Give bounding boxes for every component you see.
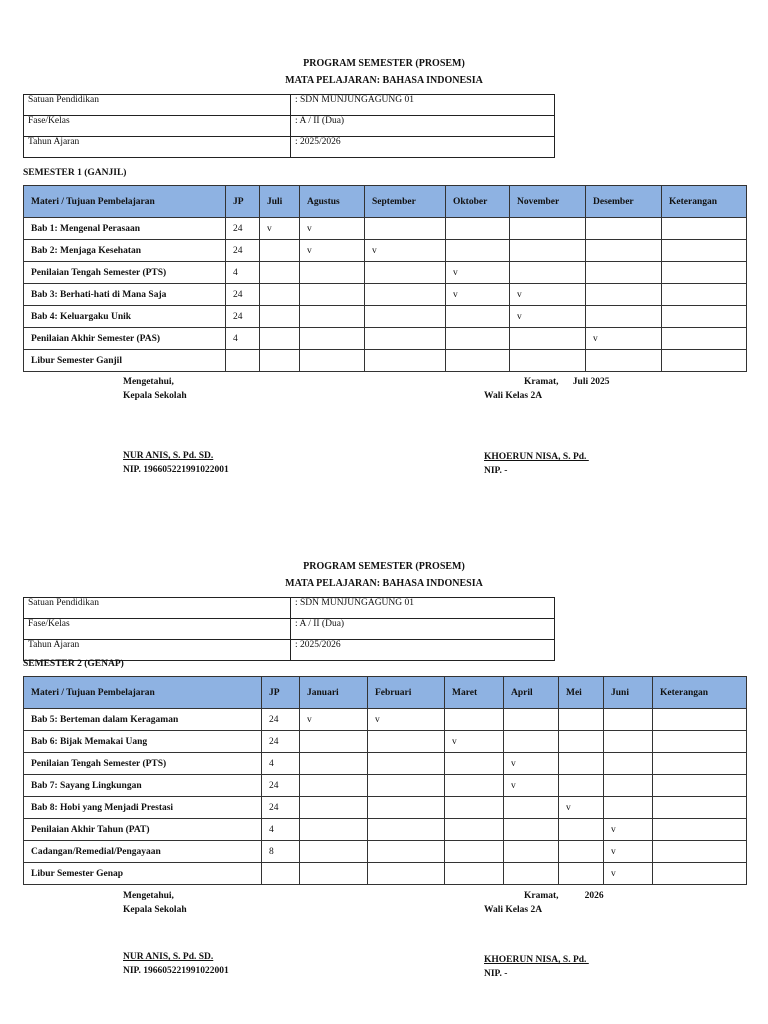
row-jp: 4 [262,753,300,775]
doc2-teacher-name: KHOERUN NISA, S. Pd. [484,955,589,965]
info-row [24,619,555,640]
doc1-schedule-table [23,185,747,372]
row-cell [604,731,653,753]
row-topic: Bab 4: Keluargaku Unik [24,306,226,328]
row-topic: Libur Semester Ganjil [24,350,226,372]
column-header: Mei [559,677,604,709]
row-cell [662,218,747,240]
row-cell: v [604,863,653,885]
row-jp: 8 [262,841,300,863]
row-topic: Bab 6: Bijak Memakai Uang [24,731,262,753]
row-jp: 24 [262,797,300,819]
info-value: : SDN MUNJUNGAGUNG 01 [291,95,555,116]
info-value: : 2025/2026 [291,137,555,158]
row-cell [445,797,504,819]
row-cell: v [300,709,368,731]
table-row [24,262,747,284]
column-header: November [510,186,586,218]
row-cell [559,753,604,775]
row-topic: Bab 7: Sayang Lingkungan [24,775,262,797]
row-cell [604,797,653,819]
row-cell [260,284,300,306]
column-header: Materi / Tujuan Pembelajaran [24,677,262,709]
row-topic: Penilaian Akhir Semester (PAS) [24,328,226,350]
row-cell [510,350,586,372]
column-header: Keterangan [662,186,747,218]
row-cell [504,819,559,841]
row-cell [300,797,368,819]
row-cell [260,262,300,284]
table-row [24,841,747,863]
row-cell [653,753,747,775]
row-cell [260,240,300,262]
doc1-subtitle: MATA PELAJARAN: BAHASA INDONESIA [285,75,483,86]
doc2-sign-left-line2: Kepala Sekolah [123,905,187,915]
doc1-title: PROGRAM SEMESTER (PROSEM) [303,58,465,69]
row-cell [446,328,510,350]
row-cell [504,841,559,863]
row-cell: v [446,262,510,284]
row-jp: 24 [262,731,300,753]
row-cell [653,709,747,731]
info-value: : 2025/2026 [291,640,555,661]
row-cell [445,709,504,731]
table-row [24,819,747,841]
row-cell [510,262,586,284]
row-cell [300,284,365,306]
row-cell [604,709,653,731]
doc1-sign-role: Wali Kelas 2A [484,391,543,401]
row-cell [300,306,365,328]
row-cell [653,775,747,797]
row-cell [559,775,604,797]
row-cell [662,350,747,372]
row-cell [260,306,300,328]
table-row [24,731,747,753]
row-cell: v [300,218,365,240]
doc1-teacher-name: KHOERUN NISA, S. Pd. [484,452,589,462]
info-value: : A / II (Dua) [291,619,555,640]
row-cell: v [586,328,662,350]
row-cell [662,306,747,328]
column-header: Februari [368,677,445,709]
row-cell [300,775,368,797]
info-key: Tahun Ajaran [24,640,291,661]
row-cell [604,775,653,797]
row-cell: v [504,753,559,775]
row-cell [504,797,559,819]
row-jp [226,350,260,372]
column-header: Juni [604,677,653,709]
row-cell: v [510,306,586,328]
row-cell [504,709,559,731]
doc2-sign-place-date: Kramat, 2026 [524,891,604,901]
column-header: Keterangan [653,677,747,709]
row-cell: v [604,841,653,863]
row-cell [368,775,445,797]
table-row [24,328,747,350]
row-cell [662,284,747,306]
row-cell [365,350,446,372]
row-cell [586,284,662,306]
column-header: Juli [260,186,300,218]
doc2-semester-label: SEMESTER 2 (GENAP) [23,659,124,669]
column-header: JP [262,677,300,709]
row-jp: 24 [226,284,260,306]
row-cell [368,753,445,775]
table-row [24,753,747,775]
row-cell [559,863,604,885]
row-cell [300,328,365,350]
row-cell: v [365,240,446,262]
row-cell: v [300,240,365,262]
row-cell [445,819,504,841]
row-cell [300,262,365,284]
column-header: Agustus [300,186,365,218]
info-row [24,598,555,619]
row-cell: v [510,284,586,306]
row-cell [365,328,446,350]
doc1-semester-label: SEMESTER 1 (GANJIL) [23,168,127,178]
row-cell [653,863,747,885]
row-cell [300,819,368,841]
doc2-sign-role: Wali Kelas 2A [484,905,543,915]
row-cell: v [604,819,653,841]
row-cell [559,731,604,753]
table-row [24,797,747,819]
info-row [24,137,555,158]
row-cell [662,240,747,262]
row-cell: v [368,709,445,731]
doc2-schedule-table [23,676,747,885]
doc1-sign-left-line2: Kepala Sekolah [123,391,187,401]
row-topic: Penilaian Tengah Semester (PTS) [24,262,226,284]
row-cell [446,350,510,372]
row-cell [586,262,662,284]
doc2-title: PROGRAM SEMESTER (PROSEM) [303,561,465,572]
table-row [24,240,747,262]
doc2-teacher-nip: NIP. - [484,969,508,979]
row-cell [445,841,504,863]
row-cell [300,731,368,753]
doc1-headmaster-nip: NIP. 196605221991022001 [123,465,229,475]
row-cell: v [446,284,510,306]
row-cell [260,328,300,350]
row-cell: v [445,731,504,753]
row-topic: Bab 8: Hobi yang Menjadi Prestasi [24,797,262,819]
info-key: Fase/Kelas [24,619,291,640]
doc2-info-table [23,597,555,661]
column-header: April [504,677,559,709]
row-cell [446,306,510,328]
row-cell [662,262,747,284]
row-cell [368,841,445,863]
row-cell [300,753,368,775]
row-cell [586,240,662,262]
row-cell [586,218,662,240]
column-header: Materi / Tujuan Pembelajaran [24,186,226,218]
row-cell [300,350,365,372]
doc1-headmaster-name: NUR ANIS, S. Pd. SD. [123,451,214,461]
row-cell [510,328,586,350]
row-cell [368,797,445,819]
row-jp: 24 [226,306,260,328]
row-cell [653,797,747,819]
row-topic: Bab 3: Berhati-hati di Mana Saja [24,284,226,306]
table-header-row [24,186,747,218]
row-cell [559,841,604,863]
row-cell [504,731,559,753]
table-row [24,775,747,797]
row-cell [445,863,504,885]
row-cell [300,863,368,885]
row-topic: Cadangan/Remedial/Pengayaan [24,841,262,863]
row-cell: v [260,218,300,240]
row-cell [510,218,586,240]
row-cell [559,819,604,841]
table-row [24,284,747,306]
row-cell [365,284,446,306]
row-cell [586,350,662,372]
doc2-headmaster-name: NUR ANIS, S. Pd. SD. [123,952,214,962]
column-header: Maret [445,677,504,709]
column-header: September [365,186,446,218]
row-jp: 4 [226,328,260,350]
column-header: Oktober [446,186,510,218]
table-row [24,218,747,240]
row-cell [368,819,445,841]
row-cell [586,306,662,328]
row-cell [559,709,604,731]
row-jp: 24 [226,240,260,262]
row-cell [445,753,504,775]
row-cell [445,775,504,797]
row-cell [365,306,446,328]
row-cell [653,819,747,841]
row-jp: 4 [262,819,300,841]
info-key: Satuan Pendidikan [24,598,291,619]
info-value: : SDN MUNJUNGAGUNG 01 [291,598,555,619]
info-key: Satuan Pendidikan [24,95,291,116]
info-value: : A / II (Dua) [291,116,555,137]
row-jp: 24 [262,775,300,797]
table-row [24,709,747,731]
table-row [24,350,747,372]
row-cell [365,218,446,240]
row-cell [662,328,747,350]
row-cell [368,731,445,753]
doc1-sign-place-date: Kramat, Juli 2025 [524,377,610,387]
table-row [24,863,747,885]
row-cell [446,218,510,240]
row-cell: v [559,797,604,819]
row-cell [653,841,747,863]
table-header-row [24,677,747,709]
row-jp [262,863,300,885]
row-cell [260,350,300,372]
column-header: Desember [586,186,662,218]
doc1-sign-left-line1: Mengetahui, [123,377,174,387]
info-key: Tahun Ajaran [24,137,291,158]
info-row [24,640,555,661]
row-cell [504,863,559,885]
row-cell [510,240,586,262]
row-cell [446,240,510,262]
row-jp: 24 [262,709,300,731]
row-cell [653,731,747,753]
row-topic: Bab 2: Menjaga Kesehatan [24,240,226,262]
doc1-info-table [23,94,555,158]
row-cell [604,753,653,775]
row-topic: Bab 5: Berteman dalam Keragaman [24,709,262,731]
row-cell [365,262,446,284]
info-row [24,95,555,116]
row-topic: Bab 1: Mengenal Perasaan [24,218,226,240]
doc2-sign-left-line1: Mengetahui, [123,891,174,901]
row-jp: 4 [226,262,260,284]
row-topic: Libur Semester Genap [24,863,262,885]
doc1-teacher-nip: NIP. - [484,466,508,476]
row-topic: Penilaian Akhir Tahun (PAT) [24,819,262,841]
column-header: Januari [300,677,368,709]
row-jp: 24 [226,218,260,240]
row-cell [368,863,445,885]
row-cell: v [504,775,559,797]
doc2-subtitle: MATA PELAJARAN: BAHASA INDONESIA [285,578,483,589]
table-row [24,306,747,328]
info-key: Fase/Kelas [24,116,291,137]
doc2-headmaster-nip: NIP. 196605221991022001 [123,966,229,976]
column-header: JP [226,186,260,218]
row-cell [300,841,368,863]
info-row [24,116,555,137]
row-topic: Penilaian Tengah Semester (PTS) [24,753,262,775]
